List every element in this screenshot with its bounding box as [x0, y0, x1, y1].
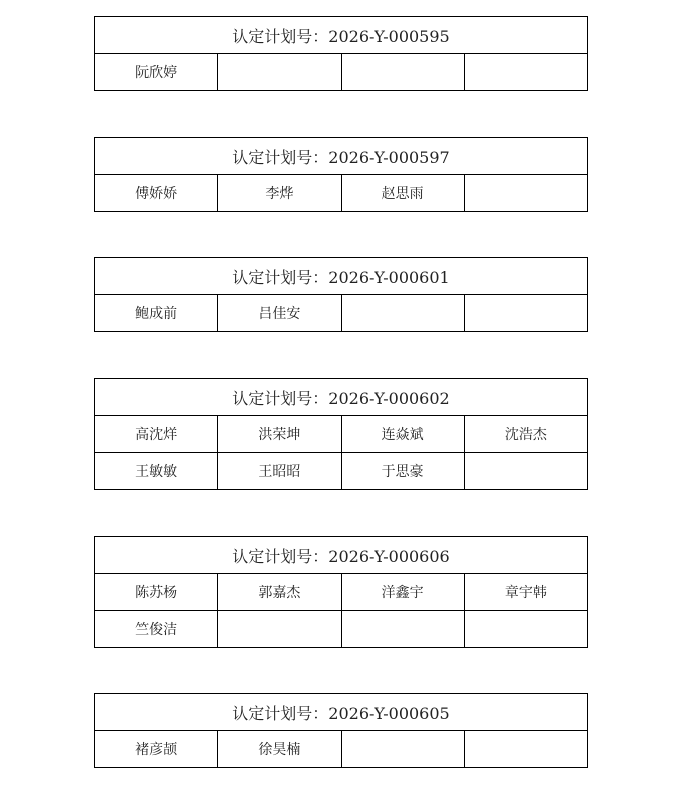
- plan-title-prefix: 认定计划号：: [232, 546, 329, 566]
- member-name-cell: 连焱斌: [341, 416, 464, 453]
- member-name-cell: [341, 295, 464, 332]
- plan-title-prefix: 认定计划号：: [232, 388, 329, 408]
- member-name-cell: [464, 453, 587, 490]
- plan-number: 2026-Y-000597: [328, 147, 450, 167]
- plan-table: [94, 378, 588, 490]
- member-name-cell: 李烨: [218, 175, 341, 212]
- plan-title-row: [95, 537, 588, 574]
- member-name-cell: 吕佳安: [218, 295, 341, 332]
- plan-table: [94, 257, 588, 332]
- plan-number: 2026-Y-000605: [328, 703, 450, 723]
- member-name-cell: [218, 611, 341, 648]
- member-name-cell: 王昭昭: [218, 453, 341, 490]
- plan-title-row: [95, 694, 588, 731]
- member-name-cell: [464, 731, 587, 768]
- plan-title: [95, 258, 588, 295]
- member-name-cell: 王敏敏: [95, 453, 218, 490]
- member-name-cell: [464, 611, 587, 648]
- member-row: [95, 731, 588, 768]
- member-name-cell: 高沈烊: [95, 416, 218, 453]
- member-name-cell: 陈苏杨: [95, 574, 218, 611]
- plan-number: 2026-Y-000602: [328, 388, 450, 408]
- plan-title: [95, 694, 588, 731]
- plan-title-row: [95, 17, 588, 54]
- member-name-cell: [341, 54, 464, 91]
- member-row: [95, 611, 588, 648]
- plan-table: [94, 137, 588, 212]
- member-name-cell: 阮欣婷: [95, 54, 218, 91]
- member-row: [95, 453, 588, 490]
- plan-table: [94, 693, 588, 768]
- plan-title-prefix: 认定计划号：: [232, 26, 329, 46]
- plan-title-row: [95, 258, 588, 295]
- plan-title-prefix: 认定计划号：: [232, 147, 329, 167]
- plan-title-row: [95, 379, 588, 416]
- plan-number: 2026-Y-000595: [328, 26, 450, 46]
- plan-title: [95, 537, 588, 574]
- member-name-cell: [464, 54, 587, 91]
- plan-title: [95, 138, 588, 175]
- plan-title-prefix: 认定计划号：: [232, 267, 329, 287]
- member-name-cell: 傅娇娇: [95, 175, 218, 212]
- plan-number: 2026-Y-000606: [328, 546, 450, 566]
- member-row: [95, 54, 588, 91]
- member-name-cell: 洪荣坤: [218, 416, 341, 453]
- member-name-cell: 章宇韩: [464, 574, 587, 611]
- member-name-cell: [218, 54, 341, 91]
- plan-title-row: [95, 138, 588, 175]
- member-name-cell: 鲍成前: [95, 295, 218, 332]
- member-row: [95, 416, 588, 453]
- member-row: [95, 295, 588, 332]
- member-name-cell: 洋鑫宇: [341, 574, 464, 611]
- plan-table: [94, 536, 588, 648]
- member-name-cell: 徐昊楠: [218, 731, 341, 768]
- plan-title-prefix: 认定计划号：: [232, 703, 329, 723]
- member-name-cell: 郭嘉杰: [218, 574, 341, 611]
- member-row: [95, 574, 588, 611]
- member-name-cell: 赵思雨: [341, 175, 464, 212]
- plan-number: 2026-Y-000601: [328, 267, 450, 287]
- member-name-cell: [464, 175, 587, 212]
- plan-title: [95, 379, 588, 416]
- plan-table: [94, 16, 588, 91]
- member-name-cell: [464, 295, 587, 332]
- member-name-cell: [341, 731, 464, 768]
- member-name-cell: [341, 611, 464, 648]
- member-name-cell: 于思豪: [341, 453, 464, 490]
- plan-title: [95, 17, 588, 54]
- member-name-cell: 竺俊洁: [95, 611, 218, 648]
- member-name-cell: 沈浩杰: [464, 416, 587, 453]
- member-name-cell: 褚彦颉: [95, 731, 218, 768]
- member-row: [95, 175, 588, 212]
